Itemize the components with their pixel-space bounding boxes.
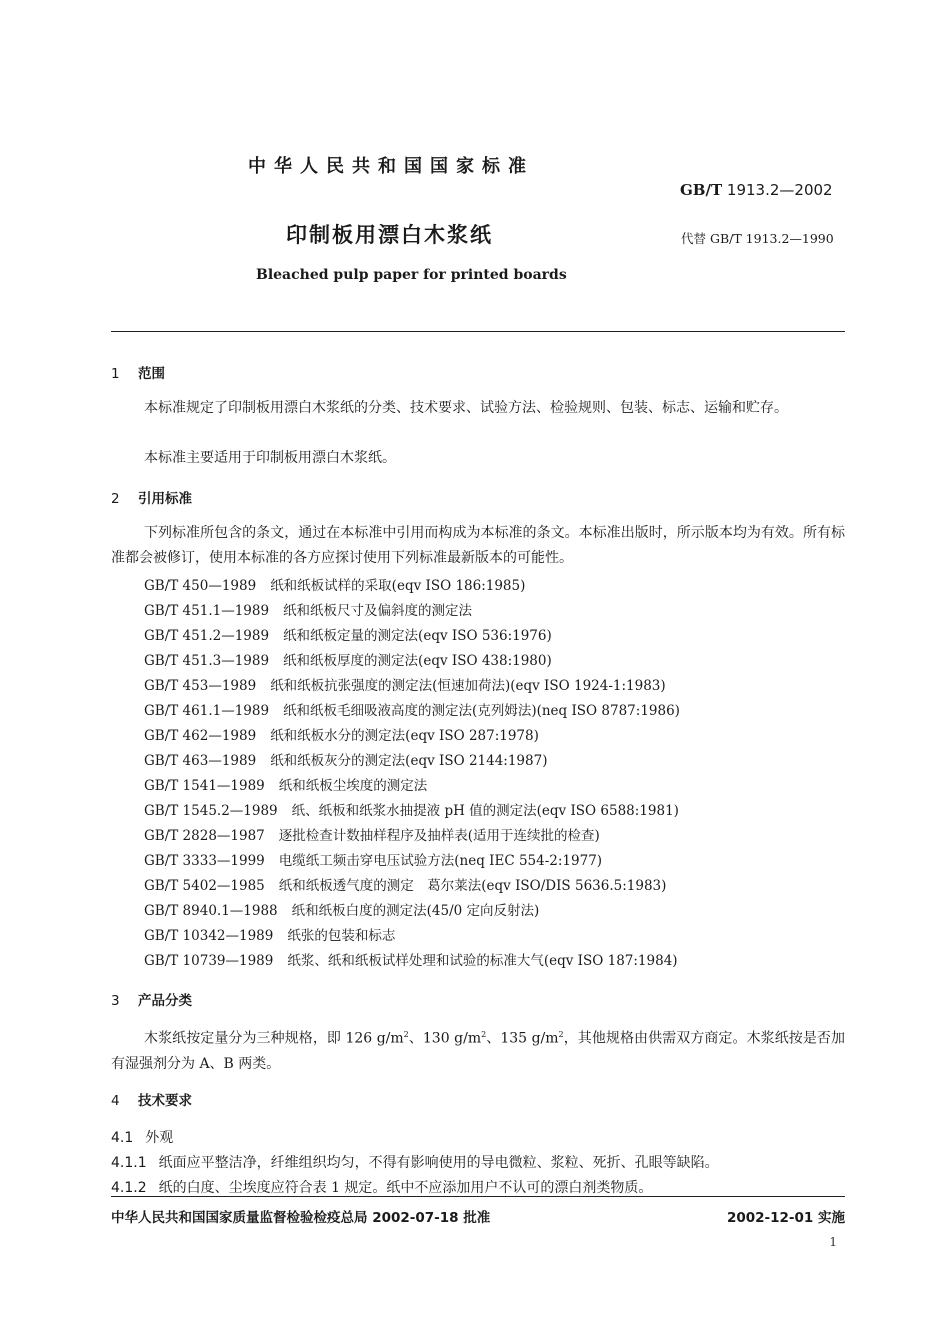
section-2-number: 2 — [111, 491, 120, 507]
reference-title: 纸浆、纸和纸板试样处理和试验的标准大气(eqv ISO 187:1984) — [287, 953, 678, 969]
reference-code: GB/T 1545.2—1989 — [144, 803, 278, 819]
replaces-note: 代替 GB/T 1913.2—1990 — [681, 231, 834, 246]
reference-item — [144, 924, 395, 944]
section-3-number: 3 — [111, 993, 120, 1009]
reference-code: GB/T 5402—1985 — [144, 878, 265, 894]
section-1-number: 1 — [111, 366, 120, 382]
subsection-4-1-2-text: 纸的白度、尘埃度应符合表 1 规定。纸中不应添加用户不认可的漂白剂类物质。 — [158, 1180, 653, 1196]
unit-superscript-3: 2 — [558, 1030, 564, 1039]
effective-date: 2002-12-01 实施 — [726, 1210, 845, 1226]
section-2-intro: 下列标准所包含的条文，通过在本标准中引用而构成为本标准的条文。本标准出版时，所示版本均为有效。所有标准都会被修订，使用本标准的各方应探讨使用下列标准最新版本的可能性。 — [111, 525, 845, 566]
reference-code: GB/T 10739—1989 — [144, 953, 274, 969]
reference-code: GB/T 451.1—1989 — [144, 603, 270, 619]
reference-item — [144, 699, 680, 719]
reference-title: 纸和纸板尘埃度的测定法 — [278, 778, 428, 794]
reference-code: GB/T 1541—1989 — [144, 778, 265, 794]
section-2-heading — [111, 487, 192, 507]
section-1-heading — [111, 362, 165, 382]
reference-title: 纸、纸板和纸浆水抽提液 pH 值的测定法(eqv ISO 6588:1981) — [291, 803, 679, 819]
section-3-text-d: ，其他规格由供需双方商定。木浆纸按是否加有湿强剂分为 A、B 两类。 — [111, 1030, 846, 1072]
reference-title: 逐批检查计数抽样程序及抽样表(适用于连续批的检查) — [278, 828, 600, 844]
section-3-text-b: 、130 g/m — [408, 1030, 482, 1047]
reference-title: 纸和纸板抗张强度的测定法(恒速加荷法)(eqv ISO 1924-1:1983) — [270, 678, 666, 694]
reference-code: GB/T 10342—1989 — [144, 928, 274, 944]
reference-item — [144, 649, 552, 669]
section-4-number: 4 — [111, 1093, 120, 1109]
reference-item — [144, 824, 600, 844]
unit-superscript-1: 2 — [403, 1030, 409, 1039]
section-3-para — [111, 1022, 845, 1077]
footer-divider — [111, 1196, 845, 1197]
reference-code: GB/T 453—1989 — [144, 678, 257, 694]
subsection-4-1-1-text: 纸面应平整洁净，纤维组织均匀，不得有影响使用的导电微粒、浆粒、死折、孔眼等缺陷。 — [158, 1155, 719, 1171]
subsection-4-1-number: 4.1 — [111, 1130, 134, 1146]
reference-title: 纸和纸板尺寸及偏斜度的测定法 — [283, 603, 473, 619]
reference-code: GB/T 462—1989 — [144, 728, 257, 744]
issuer-approval: 中华人民共和国国家质量监督检验检疫总局 2002-07-18 批准 — [111, 1210, 491, 1226]
section-1-para-1: 本标准规定了印制板用漂白木浆纸的分类、技术要求、试验方法、检验规则、包装、标志、运输和贮存。 — [144, 400, 788, 416]
header-divider — [111, 331, 845, 332]
subsection-4-1 — [111, 1127, 173, 1147]
reference-item — [144, 574, 525, 594]
reference-title: 纸和纸板灰分的测定法(eqv ISO 2144:1987) — [270, 753, 548, 769]
reference-title: 纸和纸板透气度的测定 葛尔莱法(eqv ISO/DIS 5636.5:1983) — [278, 878, 667, 894]
reference-title: 纸和纸板白度的测定法(45/0 定向反射法) — [291, 903, 540, 919]
section-2-title: 引用标准 — [138, 491, 192, 507]
reference-item — [144, 599, 472, 619]
reference-title: 纸张的包装和标志 — [287, 928, 396, 944]
page-number: 1 — [829, 1235, 837, 1249]
reference-code: GB/T 463—1989 — [144, 753, 257, 769]
reference-code: GB/T 461.1—1989 — [144, 703, 270, 719]
reference-item — [144, 949, 678, 969]
section-1-para-2: 本标准主要适用于印制板用漂白木浆纸。 — [144, 450, 396, 466]
subsection-4-1-2-number: 4.1.2 — [111, 1180, 147, 1196]
subsection-4-1-1-number: 4.1.1 — [111, 1155, 147, 1171]
section-3-text-c: 、135 g/m — [486, 1030, 559, 1047]
reference-code: GB/T 8940.1—1988 — [144, 903, 278, 919]
reference-item — [144, 749, 547, 769]
section-3-text-a: 木浆纸按定量分为三种规格，即 126 g/m — [144, 1030, 404, 1047]
section-3-heading — [111, 989, 192, 1009]
document-title: 印制板用漂白木浆纸 — [286, 223, 493, 247]
reference-item — [144, 724, 539, 744]
reference-title: 纸和纸板毛细吸液高度的测定法(克列姆法)(neq ISO 8787:1986) — [283, 703, 680, 719]
subsection-4-1-1 — [111, 1152, 719, 1172]
reference-item — [144, 899, 539, 919]
english-title: Bleached pulp paper for printed boards — [256, 267, 567, 283]
reference-code: GB/T 450—1989 — [144, 578, 257, 594]
reference-title: 纸和纸板试样的采取(eqv ISO 186:1985) — [270, 578, 526, 594]
section-1-title: 范围 — [138, 366, 165, 382]
standard-number — [680, 181, 833, 199]
reference-title: 纸和纸板厚度的测定法(eqv ISO 438:1980) — [283, 653, 552, 669]
subsection-4-1-2 — [111, 1177, 652, 1197]
reference-code: GB/T 2828—1987 — [144, 828, 265, 844]
national-standard-heading: 中华人民共和国国家标准 — [248, 156, 534, 177]
standard-number-prefix: GB/T — [680, 181, 723, 199]
reference-item — [144, 849, 602, 869]
reference-item — [144, 624, 552, 644]
unit-superscript-2: 2 — [481, 1030, 487, 1039]
reference-title: 电缆纸工频击穿电压试验方法(neq IEC 554-2:1977) — [278, 853, 603, 869]
reference-title: 纸和纸板水分的测定法(eqv ISO 287:1978) — [270, 728, 539, 744]
reference-code: GB/T 451.3—1989 — [144, 653, 270, 669]
section-4-title: 技术要求 — [138, 1093, 192, 1109]
subsection-4-1-title: 外观 — [145, 1130, 174, 1146]
reference-code: GB/T 451.2—1989 — [144, 628, 270, 644]
reference-item — [144, 774, 427, 794]
section-4-heading — [111, 1089, 192, 1109]
standard-number-value: 1913.2—2002 — [726, 181, 833, 199]
reference-item — [144, 799, 679, 819]
reference-title: 纸和纸板定量的测定法(eqv ISO 536:1976) — [283, 628, 552, 644]
reference-code: GB/T 3333—1999 — [144, 853, 265, 869]
reference-item — [144, 674, 666, 694]
section-3-title: 产品分类 — [138, 993, 192, 1009]
reference-item — [144, 874, 666, 894]
